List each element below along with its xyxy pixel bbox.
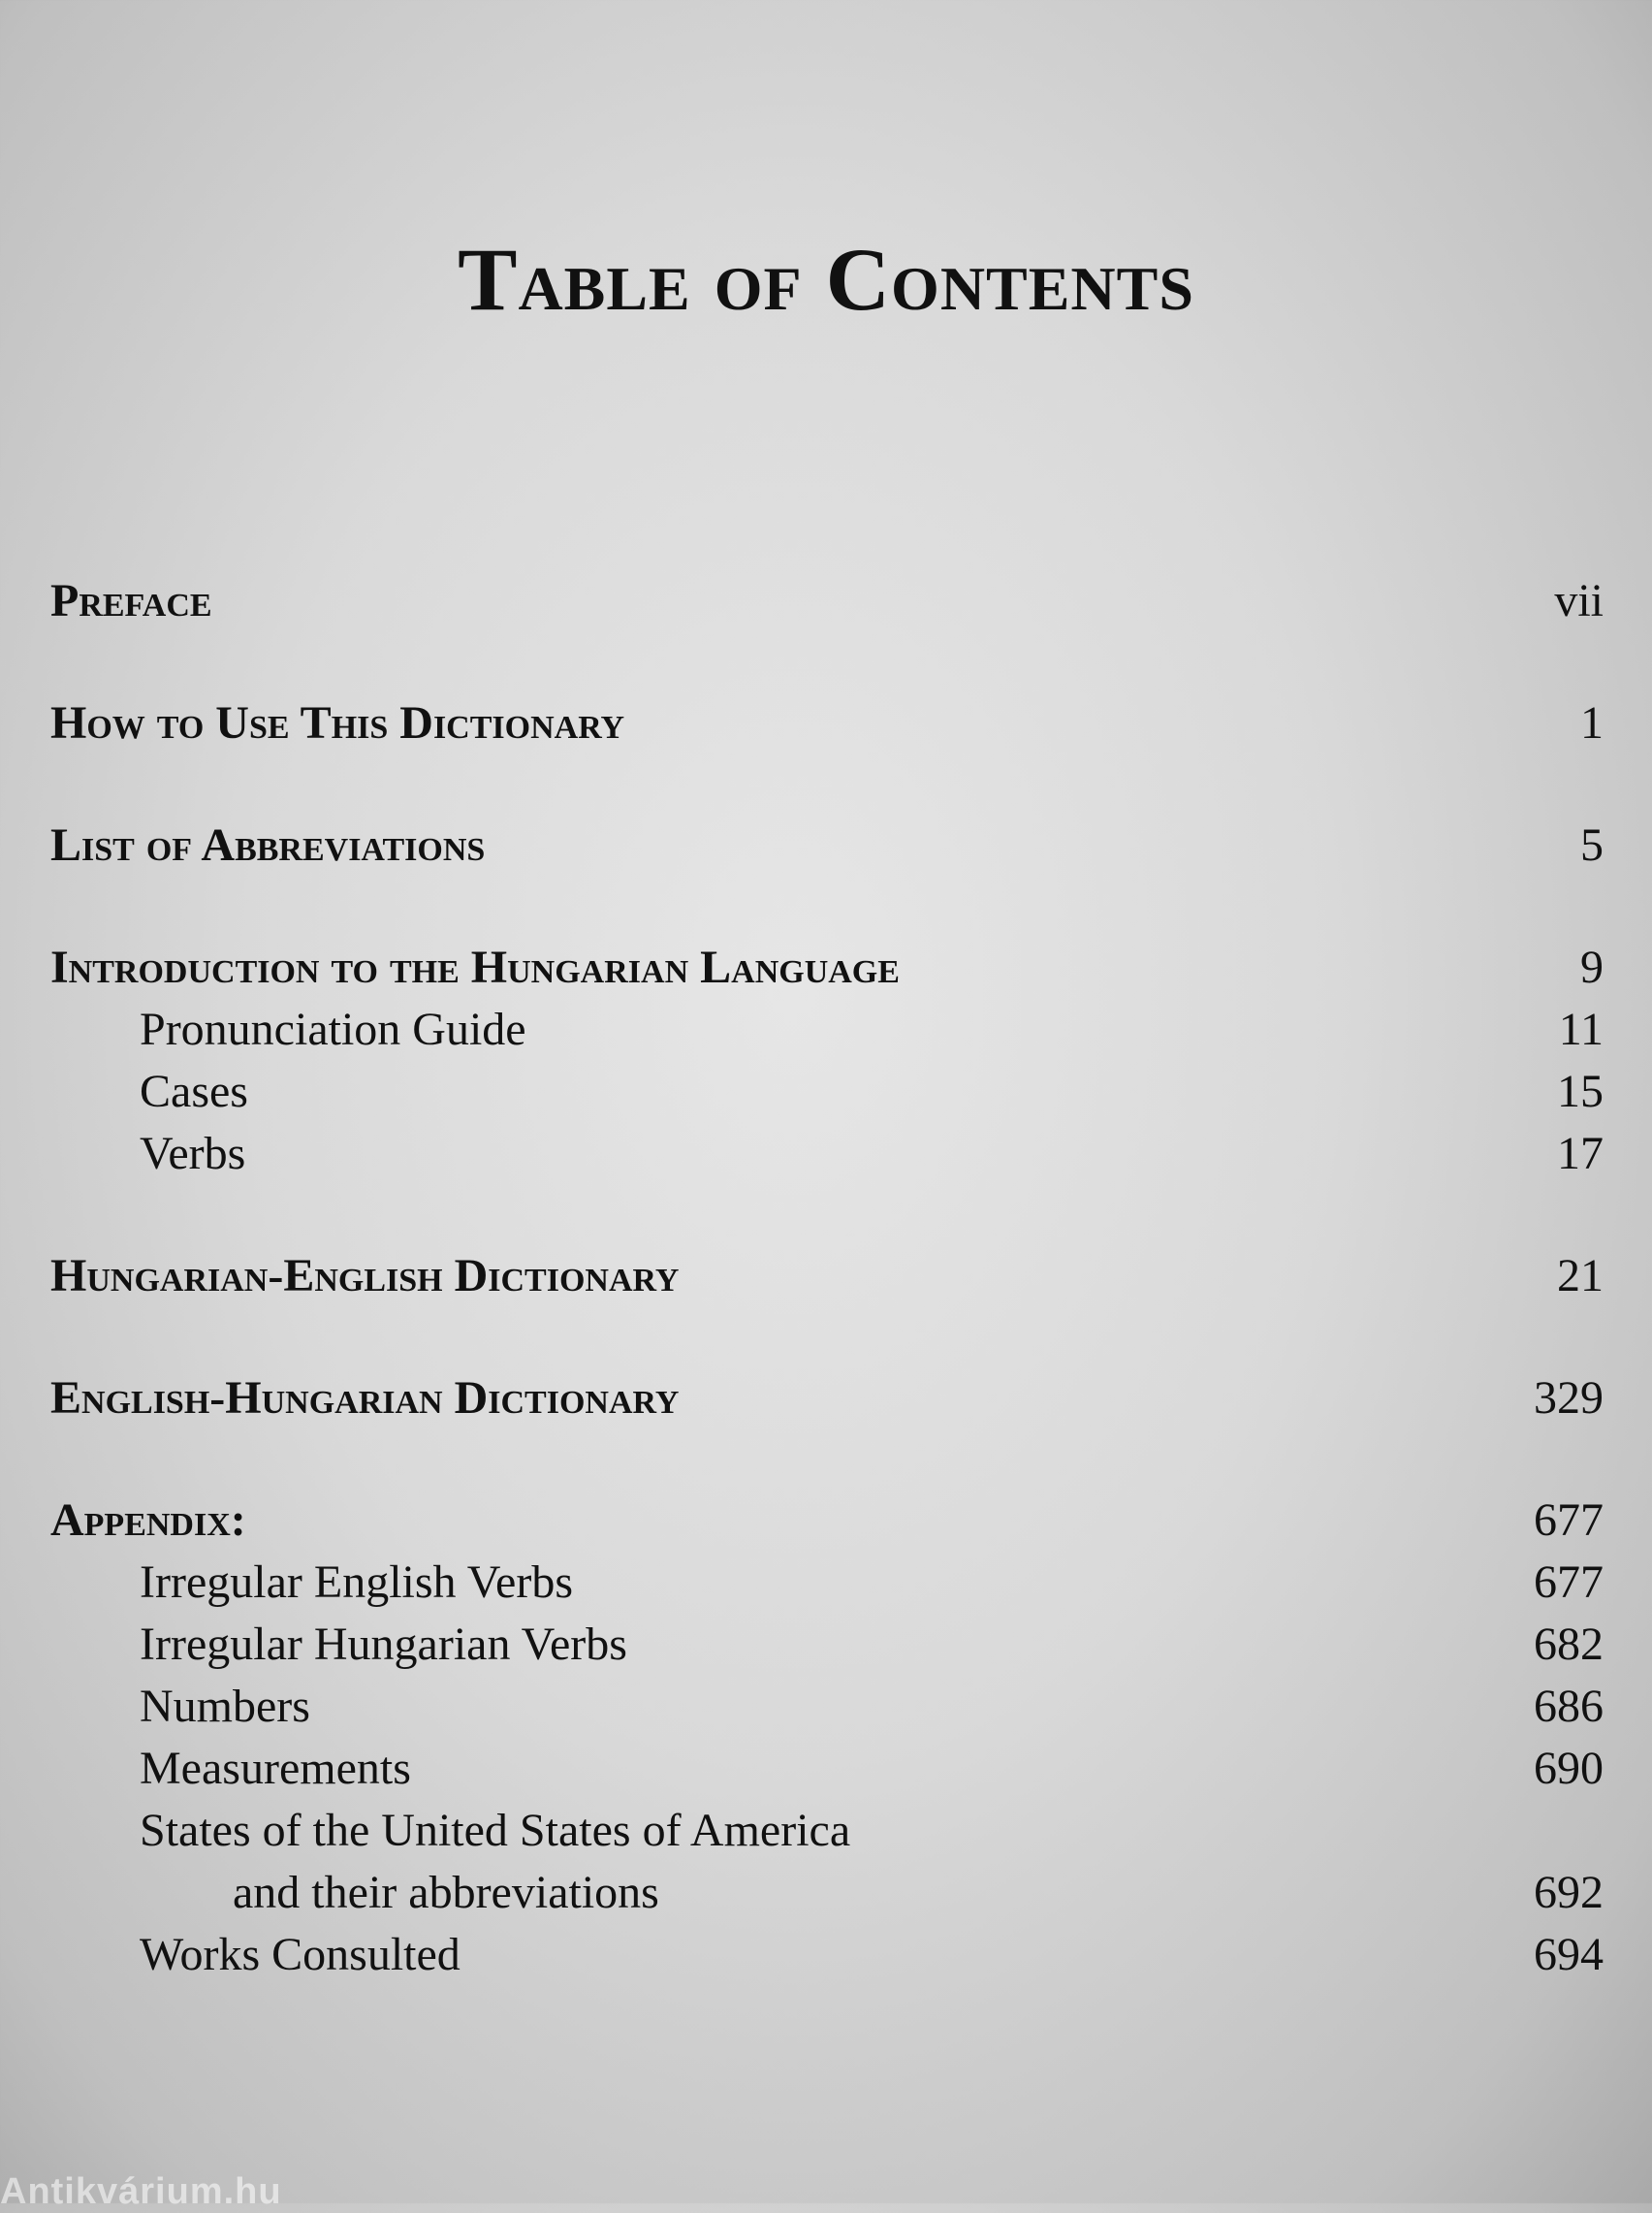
- toc-entry-introduction: [0, 937, 1652, 999]
- toc-entry-page: 9: [1580, 942, 1604, 993]
- toc-subentry-page: 686: [1534, 1681, 1604, 1732]
- toc-entry-label: How to Use This Dictionary: [50, 697, 625, 749]
- toc-subentry-irregular-english-verbs: [0, 1552, 1652, 1614]
- toc-entry-page: 1: [1580, 697, 1604, 749]
- toc-subentry-label: Pronunciation Guide: [140, 1004, 526, 1055]
- toc-subentry-numbers: [0, 1676, 1652, 1738]
- page-title: Table of Contents: [458, 230, 1194, 329]
- toc-subentry-label: States of the United States of America: [140, 1805, 851, 1856]
- toc-entry-page: 21: [1557, 1250, 1604, 1301]
- watermark: Antikvárium.hu: [0, 2171, 282, 2212]
- toc-subentry-irregular-hungarian-verbs: [0, 1614, 1652, 1676]
- toc-entry-label: English-Hungarian Dictionary: [50, 1372, 680, 1424]
- toc-entry-page: 5: [1580, 819, 1604, 871]
- toc-subentry-label: Works Consulted: [140, 1929, 461, 1980]
- toc-subentry-page: 17: [1557, 1128, 1604, 1179]
- toc-subentry-label: Cases: [140, 1066, 248, 1117]
- toc-entry-page: 329: [1534, 1372, 1604, 1424]
- toc-subentry-verbs: [0, 1123, 1652, 1185]
- toc-entry-how-to-use: [0, 692, 1652, 754]
- toc-entry-english-hungarian: [0, 1367, 1652, 1429]
- toc-subentry-works-consulted: [0, 1924, 1652, 1986]
- toc-entry-preface: [0, 570, 1652, 632]
- toc-entry-appendix: [0, 1490, 1652, 1552]
- toc-entry-label: Introduction to the Hungarian Language: [50, 942, 900, 993]
- toc-subentry-page: 15: [1557, 1066, 1604, 1117]
- toc-subentry-label: Measurements: [140, 1743, 411, 1794]
- toc-subentry-label: and their abbreviations: [233, 1867, 659, 1918]
- toc-entry-hungarian-english: [0, 1245, 1652, 1307]
- toc-subentry-measurements: [0, 1738, 1652, 1800]
- toc-entry-abbreviations: [0, 815, 1652, 877]
- toc-subentry-label: Verbs: [140, 1128, 246, 1179]
- toc-entry-label: Appendix:: [50, 1494, 246, 1546]
- toc-entry-page: vii: [1554, 575, 1604, 626]
- toc-subentry-page: 11: [1558, 1004, 1604, 1055]
- toc-subentry-page: 690: [1534, 1743, 1604, 1794]
- toc-subentry-cases: [0, 1061, 1652, 1123]
- toc-subentry-label: Irregular English Verbs: [140, 1556, 573, 1608]
- table-of-contents: [0, 570, 1652, 1986]
- toc-subentry-page: 692: [1534, 1867, 1604, 1918]
- toc-subentry-page: 694: [1534, 1929, 1604, 1980]
- toc-entry-label: List of Abbreviations: [50, 819, 486, 871]
- toc-entry-page: 677: [1534, 1494, 1604, 1546]
- toc-entry-label: Preface: [50, 575, 212, 626]
- toc-subentry-page: 677: [1534, 1556, 1604, 1608]
- toc-entry-label: Hungarian-English Dictionary: [50, 1250, 680, 1301]
- toc-subentry-label: Irregular Hungarian Verbs: [140, 1619, 627, 1670]
- toc-subentry-page: 682: [1534, 1619, 1604, 1670]
- toc-subentry-pronunciation: [0, 999, 1652, 1061]
- toc-subentry-label: Numbers: [140, 1681, 310, 1732]
- toc-subentry-states: [0, 1800, 1652, 1862]
- toc-subentry-states-continuation: [0, 1862, 1652, 1924]
